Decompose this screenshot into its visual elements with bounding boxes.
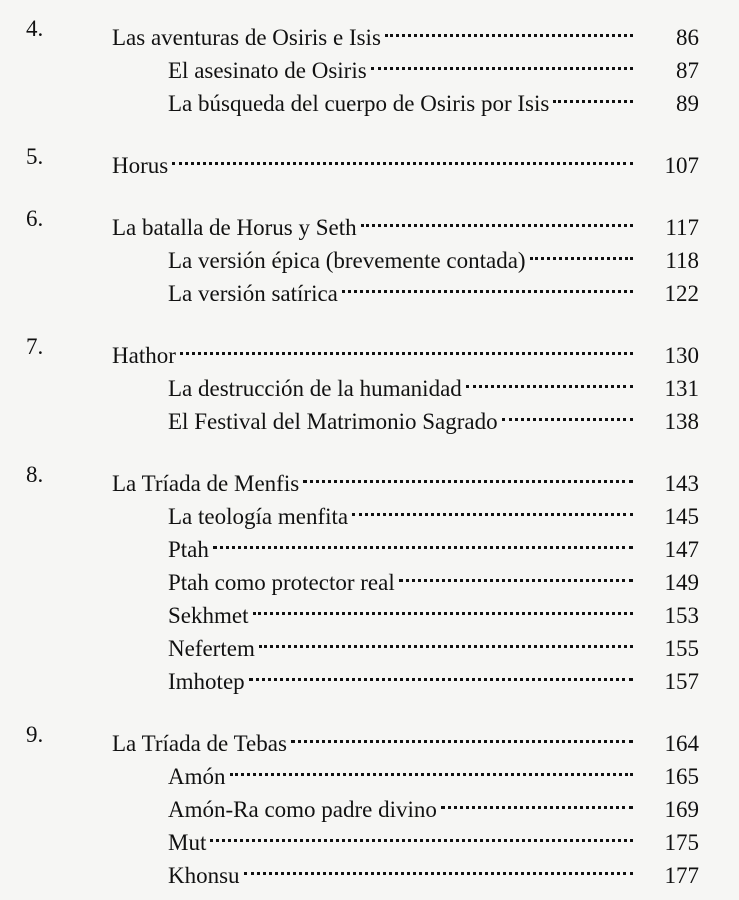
toc-chapter-entry[interactable]	[0, 330, 739, 368]
section-title: Ptah como protector real	[168, 570, 395, 595]
page-number: 131	[664, 376, 699, 401]
toc-section-entry[interactable]	[0, 396, 739, 434]
dot-leader	[249, 656, 637, 689]
section-title: Nefertem	[168, 636, 255, 661]
page-number: 164	[664, 731, 699, 756]
toc-section-entry[interactable]	[0, 557, 739, 595]
toc-section-entry[interactable]	[0, 268, 739, 306]
page-number: 117	[665, 215, 699, 240]
toc-chapter-entry[interactable]	[0, 202, 739, 240]
page-number: 175	[664, 830, 699, 855]
page-number: 147	[664, 537, 699, 562]
chapter-title: Las aventuras de Osiris e Isis	[112, 25, 381, 50]
dot-leader	[441, 784, 637, 817]
entry-title-column	[0, 656, 637, 698]
chapter-title: La Tríada de Tebas	[112, 731, 287, 756]
dot-leader	[502, 396, 637, 429]
toc-section-entry[interactable]	[0, 235, 739, 273]
toc-section-entry[interactable]	[0, 363, 739, 401]
chapter-number: 4.	[26, 16, 44, 41]
toc-section-entry[interactable]	[0, 78, 739, 116]
section-title: Mut	[168, 830, 207, 855]
page-number: 87	[676, 58, 699, 83]
dot-leader	[466, 363, 637, 396]
section-title: Sekhmet	[168, 603, 249, 628]
page-number: 86	[676, 25, 699, 50]
page-number: 177	[664, 863, 699, 888]
toc-section-entry[interactable]	[0, 590, 739, 628]
toc-section-entry[interactable]	[0, 524, 739, 562]
page-number: 157	[664, 669, 699, 694]
section-title: Amón	[168, 764, 226, 789]
page-number: 122	[664, 281, 699, 306]
section-title: Khonsu	[168, 863, 240, 888]
section-title: Imhotep	[168, 669, 245, 694]
section-title: La versión satírica	[168, 281, 338, 306]
dot-leader	[385, 12, 637, 45]
page-number: 155	[664, 636, 699, 661]
dot-leader	[230, 751, 638, 784]
toc-section-entry[interactable]	[0, 784, 739, 822]
toc-section-entry[interactable]	[0, 751, 739, 789]
toc-chapter-entry[interactable]	[0, 140, 739, 178]
toc-section-entry[interactable]	[0, 45, 739, 83]
chapter-number: 7.	[26, 334, 44, 359]
dot-leader	[530, 235, 637, 268]
entry-title-column	[0, 140, 637, 182]
section-title: El asesinato de Osiris	[168, 58, 367, 83]
chapter-number: 8.	[26, 462, 44, 487]
page-number: 107	[664, 153, 699, 178]
chapter-title: Hathor	[112, 343, 176, 368]
dot-leader	[553, 78, 637, 111]
dot-leader	[259, 623, 637, 656]
toc-section-entry[interactable]	[0, 491, 739, 529]
entry-title-column	[0, 78, 637, 120]
page-number: 153	[664, 603, 699, 628]
page-number: 143	[664, 471, 699, 496]
section-title: El Festival del Matrimonio Sagrado	[168, 409, 498, 434]
dot-leader	[210, 817, 637, 850]
toc-section-entry[interactable]	[0, 850, 739, 888]
toc-section-entry[interactable]	[0, 623, 739, 661]
dot-leader	[213, 524, 637, 557]
dot-leader	[253, 590, 638, 623]
page-number: 165	[664, 764, 699, 789]
chapter-number: 6.	[26, 206, 44, 231]
chapter-title: Horus	[112, 153, 169, 178]
section-title: Ptah	[168, 537, 209, 562]
toc-section-entry[interactable]	[0, 817, 739, 855]
dot-leader	[399, 557, 637, 590]
section-title: La búsqueda del cuerpo de Osiris por Isis	[168, 91, 550, 116]
page-number: 89	[676, 91, 699, 116]
page-number: 130	[664, 343, 699, 368]
dot-leader	[180, 330, 637, 363]
dot-leader	[303, 458, 637, 491]
page-number: 118	[665, 248, 699, 273]
toc-chapter-entry[interactable]	[0, 458, 739, 496]
page-number: 138	[664, 409, 699, 434]
dot-leader	[244, 850, 637, 883]
dot-leader	[361, 202, 637, 235]
section-title: La versión épica (brevemente contada)	[168, 248, 526, 273]
chapter-title: La Tríada de Menfis	[112, 471, 300, 496]
toc-chapter-entry[interactable]	[0, 12, 739, 50]
toc-section-entry[interactable]	[0, 656, 739, 694]
page-number: 169	[664, 797, 699, 822]
section-title: La destrucción de la humanidad	[168, 376, 462, 401]
entry-title-column	[0, 268, 637, 310]
dot-leader	[352, 491, 637, 524]
toc-chapter-entry[interactable]	[0, 718, 739, 756]
entry-title-column	[0, 850, 637, 892]
section-title: La teología menfita	[168, 504, 349, 529]
page-number: 149	[664, 570, 699, 595]
dot-leader	[371, 45, 637, 78]
chapter-number: 9.	[26, 722, 44, 747]
section-title: Amón-Ra como padre divino	[168, 797, 437, 822]
dot-leader	[172, 140, 637, 173]
dot-leader	[342, 268, 637, 301]
entry-title-column	[0, 396, 637, 438]
page-number: 145	[664, 504, 699, 529]
chapter-title: La batalla de Horus y Seth	[112, 215, 357, 240]
chapter-number: 5.	[26, 144, 44, 169]
dot-leader	[291, 718, 637, 751]
